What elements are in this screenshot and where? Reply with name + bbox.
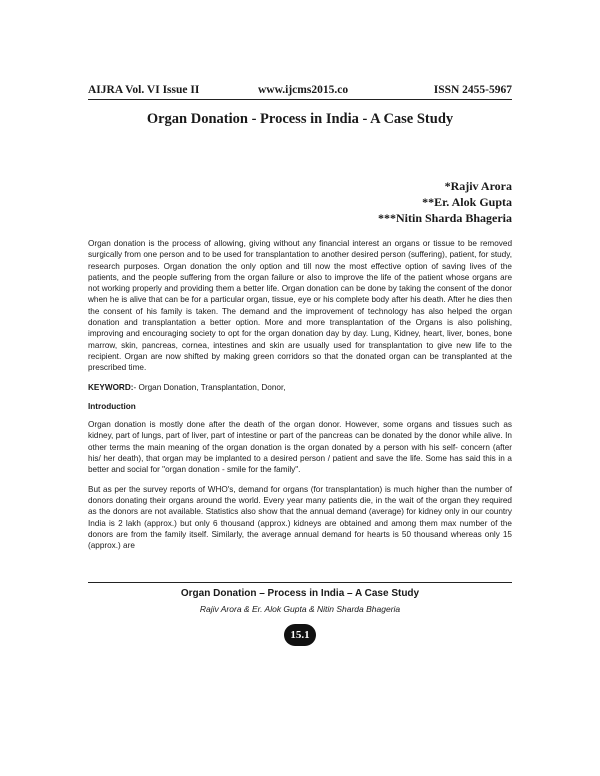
- footer-divider: [88, 582, 512, 583]
- journal-name: AIJRA Vol. VI Issue II: [88, 84, 200, 96]
- intro-paragraph-1: Organ donation is mostly done after the death of the organ donor. However, some organs and tissues such as kidney, part of lungs, part of liver, part of intestine or part of the pancreas can be donated by the donor while alive. In other terms the main meaning of the organ donation is the organ donated by a person with his self- concern (after his/ her death), that organ may be implanted to a desired person / patient and save the life. Some has said this in a better and social for "organ donation - smile for the family".: [88, 420, 512, 475]
- footer-title: Organ Donation – Process in India – A Case Study: [180, 588, 420, 599]
- keywords-line: [88, 382, 512, 393]
- author-2: **Er. Alok Gupta: [422, 195, 512, 209]
- running-header: [88, 84, 512, 100]
- journal-website: www.ijcms2015.co: [258, 84, 349, 96]
- page-number-badge: 15.1: [284, 624, 316, 646]
- intro-paragraph-2: But as per the survey reports of WHO's, demand for organs (for transplantation) is much higher than the number of donors donating their organs around the world. Every year many patients die, in the wait of the organ they required as the donors are not available. Statistics also show that the annual demand (average) for kidney only in our country India is 2 lakh (approx.) but only 6 thousand (approx.) kidneys are obtained and among them max number of the donors are from the family itself. Similarly, the average annual demand for hearts is 50 thousand whereas only 15 (approx.) are: [88, 484, 512, 551]
- header-divider: [88, 99, 512, 100]
- author-list: [378, 178, 512, 226]
- abstract-paragraph: Organ donation is the process of allowing, giving without any financial interest an organs or tissue to be removed surgically from one person and to be used for transplantation to another desired person (suffering), patient, for study, research purposes. Organ donation the only option and till now the most effective option of saving lives of the patients, and the people suffering from the organ failure or also to improve the life of the patient whose organs are not working properly and providing them a better life. Organ donation can be done by taking the consent of the donor when he is alive that can be for a particular organ, tissue, eye or his complete body after his death. After he dies then the consent of his family is taken. The demand and the improvement of technology has also helped the organ donation and transplantation a better option. More and more transplantation of the Organs is also polishing, improving and encouraging society to opt for the organ donation day by day. Lung, Kidney, heart, liver, bones, bone marrow, skin, pancreas, cornea, intestines and skin are usually used for transplantation to give new life to the recipient. Organ are now shifted by making green corridors so that the donated organ can be transplanted at the prescribed time.: [88, 239, 512, 373]
- journal-issn: ISSN 2455-5967: [433, 84, 512, 96]
- keyword-list: - Organ Donation, Transplantation, Donor,: [133, 382, 286, 392]
- author-1: *Rajiv Arora: [444, 179, 512, 193]
- keyword-label: KEYWORD:: [88, 382, 134, 392]
- author-3: ***Nitin Sharda Bhageria: [377, 211, 512, 225]
- paper-title: Organ Donation - Process in India - A Case Study: [146, 111, 454, 127]
- section-heading-introduction: Introduction: [88, 401, 136, 411]
- paper-body: [88, 238, 512, 559]
- footer-authors: Rajiv Arora & Er. Alok Gupta & Nitin Sharda Bhageria: [199, 604, 401, 614]
